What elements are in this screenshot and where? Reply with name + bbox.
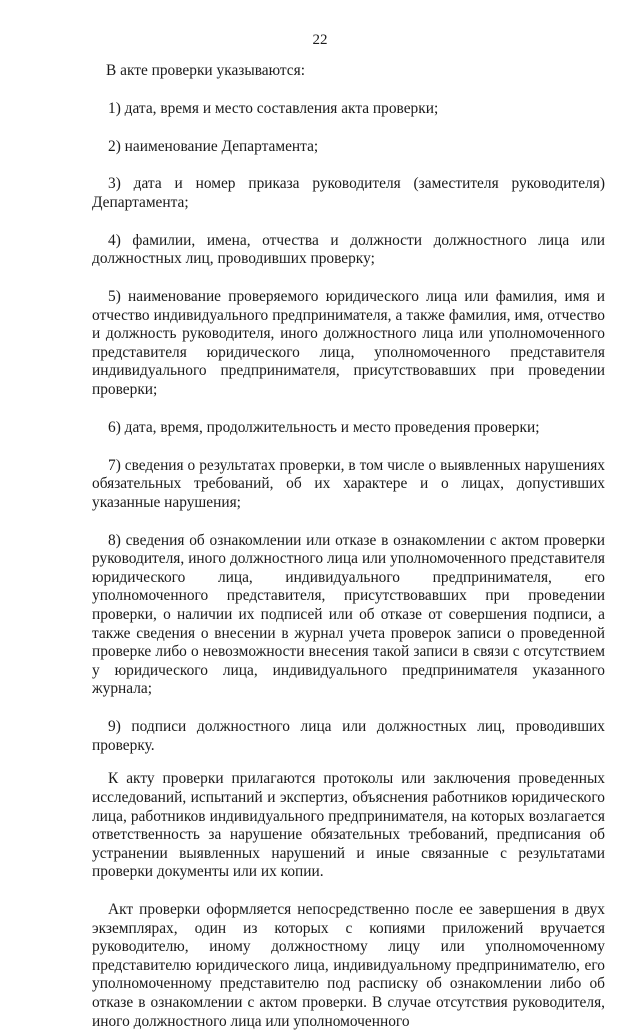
list-item-3: 3) дата и номер приказа руководителя (заместителя руководителя) Департамента; [92,175,605,211]
registration-paragraph: Акт проверки оформляется непосредственно после ее завершения в двух экземплярах, один из которых с копиями приложений вручается руководителю, иному должностному лицу или уполномоченному представителю юридического лица, индивидуальному предпринимателю, его уполномоченному представителю под расписку об ознакомлении либо об отказе в ознакомлении с актом проверки. В случае отсутствия руководителя, иного должностного лица или уполномоченного [92,901,605,1030]
page-number: 22 [312,32,328,48]
list-item-2: 2) наименование Департамента; [108,137,319,155]
attachments-paragraph: К акту проверки прилагаются протоколы или заключения проведенных исследований, испытаний и экспертиз, объяснения работников юридического лица, работников индивидуального предпринимателя, на которых возлагается ответственность за нарушение обязательных требований, предписания об устранении выявленных нарушений и иные связанные с результатами проверки документы или их копии. [92,770,605,881]
intro-paragraph: В акте проверки указываются: [106,62,305,79]
list-item-4: 4) фамилии, имена, отчества и должности должностного лица или должностных лиц, проводивших проверку; [92,231,605,268]
list-item-7: 7) сведения о результатах проверки, в том числе о выявленных нарушениях обязательных требований, об их характере и о лицах, допустивших указанные нарушения; [92,456,605,511]
list-item-9: 9) подписи должностного лица или должностных лиц, проводивших проверку. [92,718,605,754]
list-item-1: 1) дата, время и место составления акта проверки; [108,99,439,117]
document-body [92,62,605,1031]
list-item-6: 6) дата, время, продолжительность и место проведения проверки; [108,418,540,436]
list-item-5: 5) наименование проверяемого юридического лица или фамилия, имя и отчество индивидуального предпринимателя, а также фамилия, имя, отчество и должность руководителя, иного должностного лица или уполномоченного представителя юридического лица, уполномоченного представителя индивидуального предпринимателя, присутствовавших при проведении проверки; [92,288,605,399]
list-item-8: 8) сведения об ознакомлении или отказе в ознакомлении с актом проверки руководителя, иного должностного лица или уполномоченного представителя юридического лица, индивидуального предпринимателя, его уполномоченного представителя, присутствовавших при проведении проверки, о наличии их подписей или об отказе от совершения подписи, а также сведения о внесении в журнал учета проверок записи о проведенной проверке либо о невозможности внесения такой записи в связи с отсутствием у юридического лица, индивидуального предпринимателя указанного журнала; [92,531,605,698]
